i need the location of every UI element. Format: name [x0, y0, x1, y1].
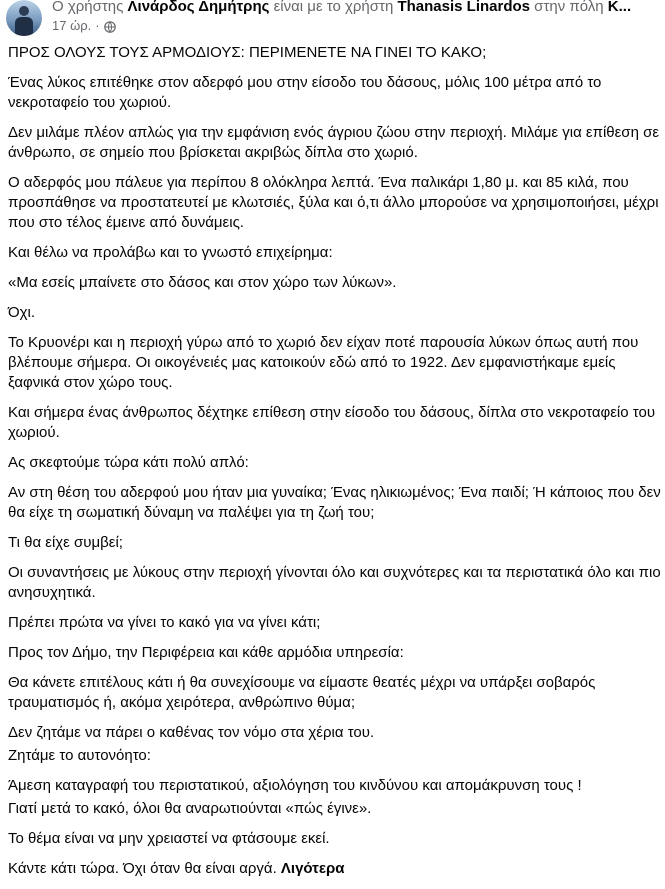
post-meta: [52, 17, 116, 35]
tagged-user-link[interactable]: Thanasis Linardos: [397, 0, 531, 15]
post-paragraph: Το Κρυονέρι και η περιοχή γύρω από το χωριό δεν είχαν ποτέ παρουσία λύκων όπως αυτή που βλέπουμε σήμερα. Οι οικογένειές μας κατοικούν εδώ από το 1922. Δεν εμφανιστήκαμε εμείς ξαφνικά στον χώρο τους.: [8, 334, 639, 391]
location-link[interactable]: Κ...: [607, 0, 632, 15]
post-last-line: [8, 859, 663, 879]
post-paragraph: Προς τον Δήμο, την Περιφέρεια και κάθε αρμόδια υπηρεσία:: [8, 644, 404, 661]
post-header: [0, 0, 665, 40]
see-less-link[interactable]: Λιγότερα: [280, 860, 345, 877]
meta-dot: ·: [95, 18, 100, 33]
post-paragraph: Τι θα είχε συμβεί;: [8, 534, 123, 551]
location-text: στην πόλη: [530, 0, 608, 15]
post-paragraph: «Μα εσείς μπαίνετε στο δάσος και στον χώρο των λύκων».: [8, 274, 397, 291]
post-paragraph: Και θέλω να προλάβω και το γνωστό επιχείρημα:: [8, 244, 333, 261]
post-paragraph: Δεν ζητάμε να πάρει ο καθένας τον νόμο στα χέρια του.: [8, 724, 375, 741]
author-link[interactable]: Λινάρδος Δημήτρης: [127, 0, 270, 15]
post-title: [52, 0, 662, 17]
post-paragraph: Αν στη θέση του αδερφού μου ήταν μια γυναίκα; Ένας ηλικιωμένος; Ένα παιδί; Ή κάποιος που δεν θα είχε τη σωματική δύναμη να παλέψει για τη ζωή του;: [8, 484, 661, 521]
post-paragraph: Και σήμερα ένας άνθρωπος δέχτηκε επίθεση στην είσοδο του δάσους, δίπλα στο νεκροταφείο του χωριού.: [8, 404, 656, 441]
title-prefix: Ο χρήστης: [52, 0, 128, 15]
post-paragraph: Ας σκεφτούμε τώρα κάτι πολύ απλό:: [8, 454, 249, 471]
globe-icon: [104, 20, 116, 32]
post-paragraph: Δεν μιλάμε πλέον απλώς για την εμφάνιση ενός άγριου ζώου στην περιοχή. Μιλάμε για επίθεση σε άνθρωπο, σε σημείο που βρίσκεται ακριβώς δίπλα στο χωριό.: [8, 124, 660, 161]
with-text: είναι με το χρήστη: [269, 0, 398, 15]
post-paragraph: Οι συναντήσεις με λύκους στην περιοχή γίνονται όλο και συχνότερες και τα περιστατικά όλο και πιο ανησυχητικά.: [8, 564, 661, 601]
post-paragraph: Ο αδερφός μου πάλευε για περίπου 8 ολόκληρα λεπτά. Ένα παλικάρι 1,80 μ. και 85 κιλά, που προσπάθησε να προστατευτεί με κλωτσιές, ξύλα και ό,τι άλλο μπορούσε να χρησιμοποιήσει, μέχρι που στο τέλος έμεινε από δυνάμεις.: [8, 174, 659, 231]
post-paragraph: Πρέπει πρώτα να γίνει το κακό για να γίνει κάτι;: [8, 614, 321, 631]
post-paragraph: Ένας λύκος επιτέθηκε στον αδερφό μου στην είσοδο του δάσους, μόλις 100 μέτρα από το νεκροταφείο του χωριού.: [8, 74, 602, 111]
post-paragraph: Θα κάνετε επιτέλους κάτι ή θα συνεχίσουμε να είμαστε θεατές μέχρι να υπάρξει σοβαρός τραυματισμός ή, ακόμα χειρότερα, ανθρώπινο θύμα;: [8, 674, 596, 711]
post-time[interactable]: 17 ώρ.: [52, 18, 92, 33]
avatar[interactable]: [6, 0, 42, 36]
post-paragraph: Όχι.: [8, 304, 35, 321]
post-body: [8, 43, 663, 889]
last-line-text: Κάντε κάτι τώρα. Όχι όταν θα είναι αργά.: [8, 860, 281, 877]
post-paragraph: Το θέμα είναι να μην χρειαστεί να φτάσουμε εκεί.: [8, 830, 330, 847]
post-paragraph: Ζητάμε το αυτονόητο:: [8, 747, 151, 764]
post-paragraph: ΠΡΟΣ ΟΛΟΥΣ ΤΟΥΣ ΑΡΜΟΔΙΟΥΣ: ΠΕΡΙΜΕΝΕΤΕ ΝΑ ΓΙΝΕΙ ΤΟ ΚΑΚΟ;: [8, 44, 487, 61]
post-paragraph: Γιατί μετά το κακό, όλοι θα αναρωτιούνται «πώς έγινε».: [8, 800, 372, 817]
post-paragraph: Άμεση καταγραφή του περιστατικού, αξιολόγηση του κινδύνου και απομάκρυνση τους !: [8, 777, 582, 794]
